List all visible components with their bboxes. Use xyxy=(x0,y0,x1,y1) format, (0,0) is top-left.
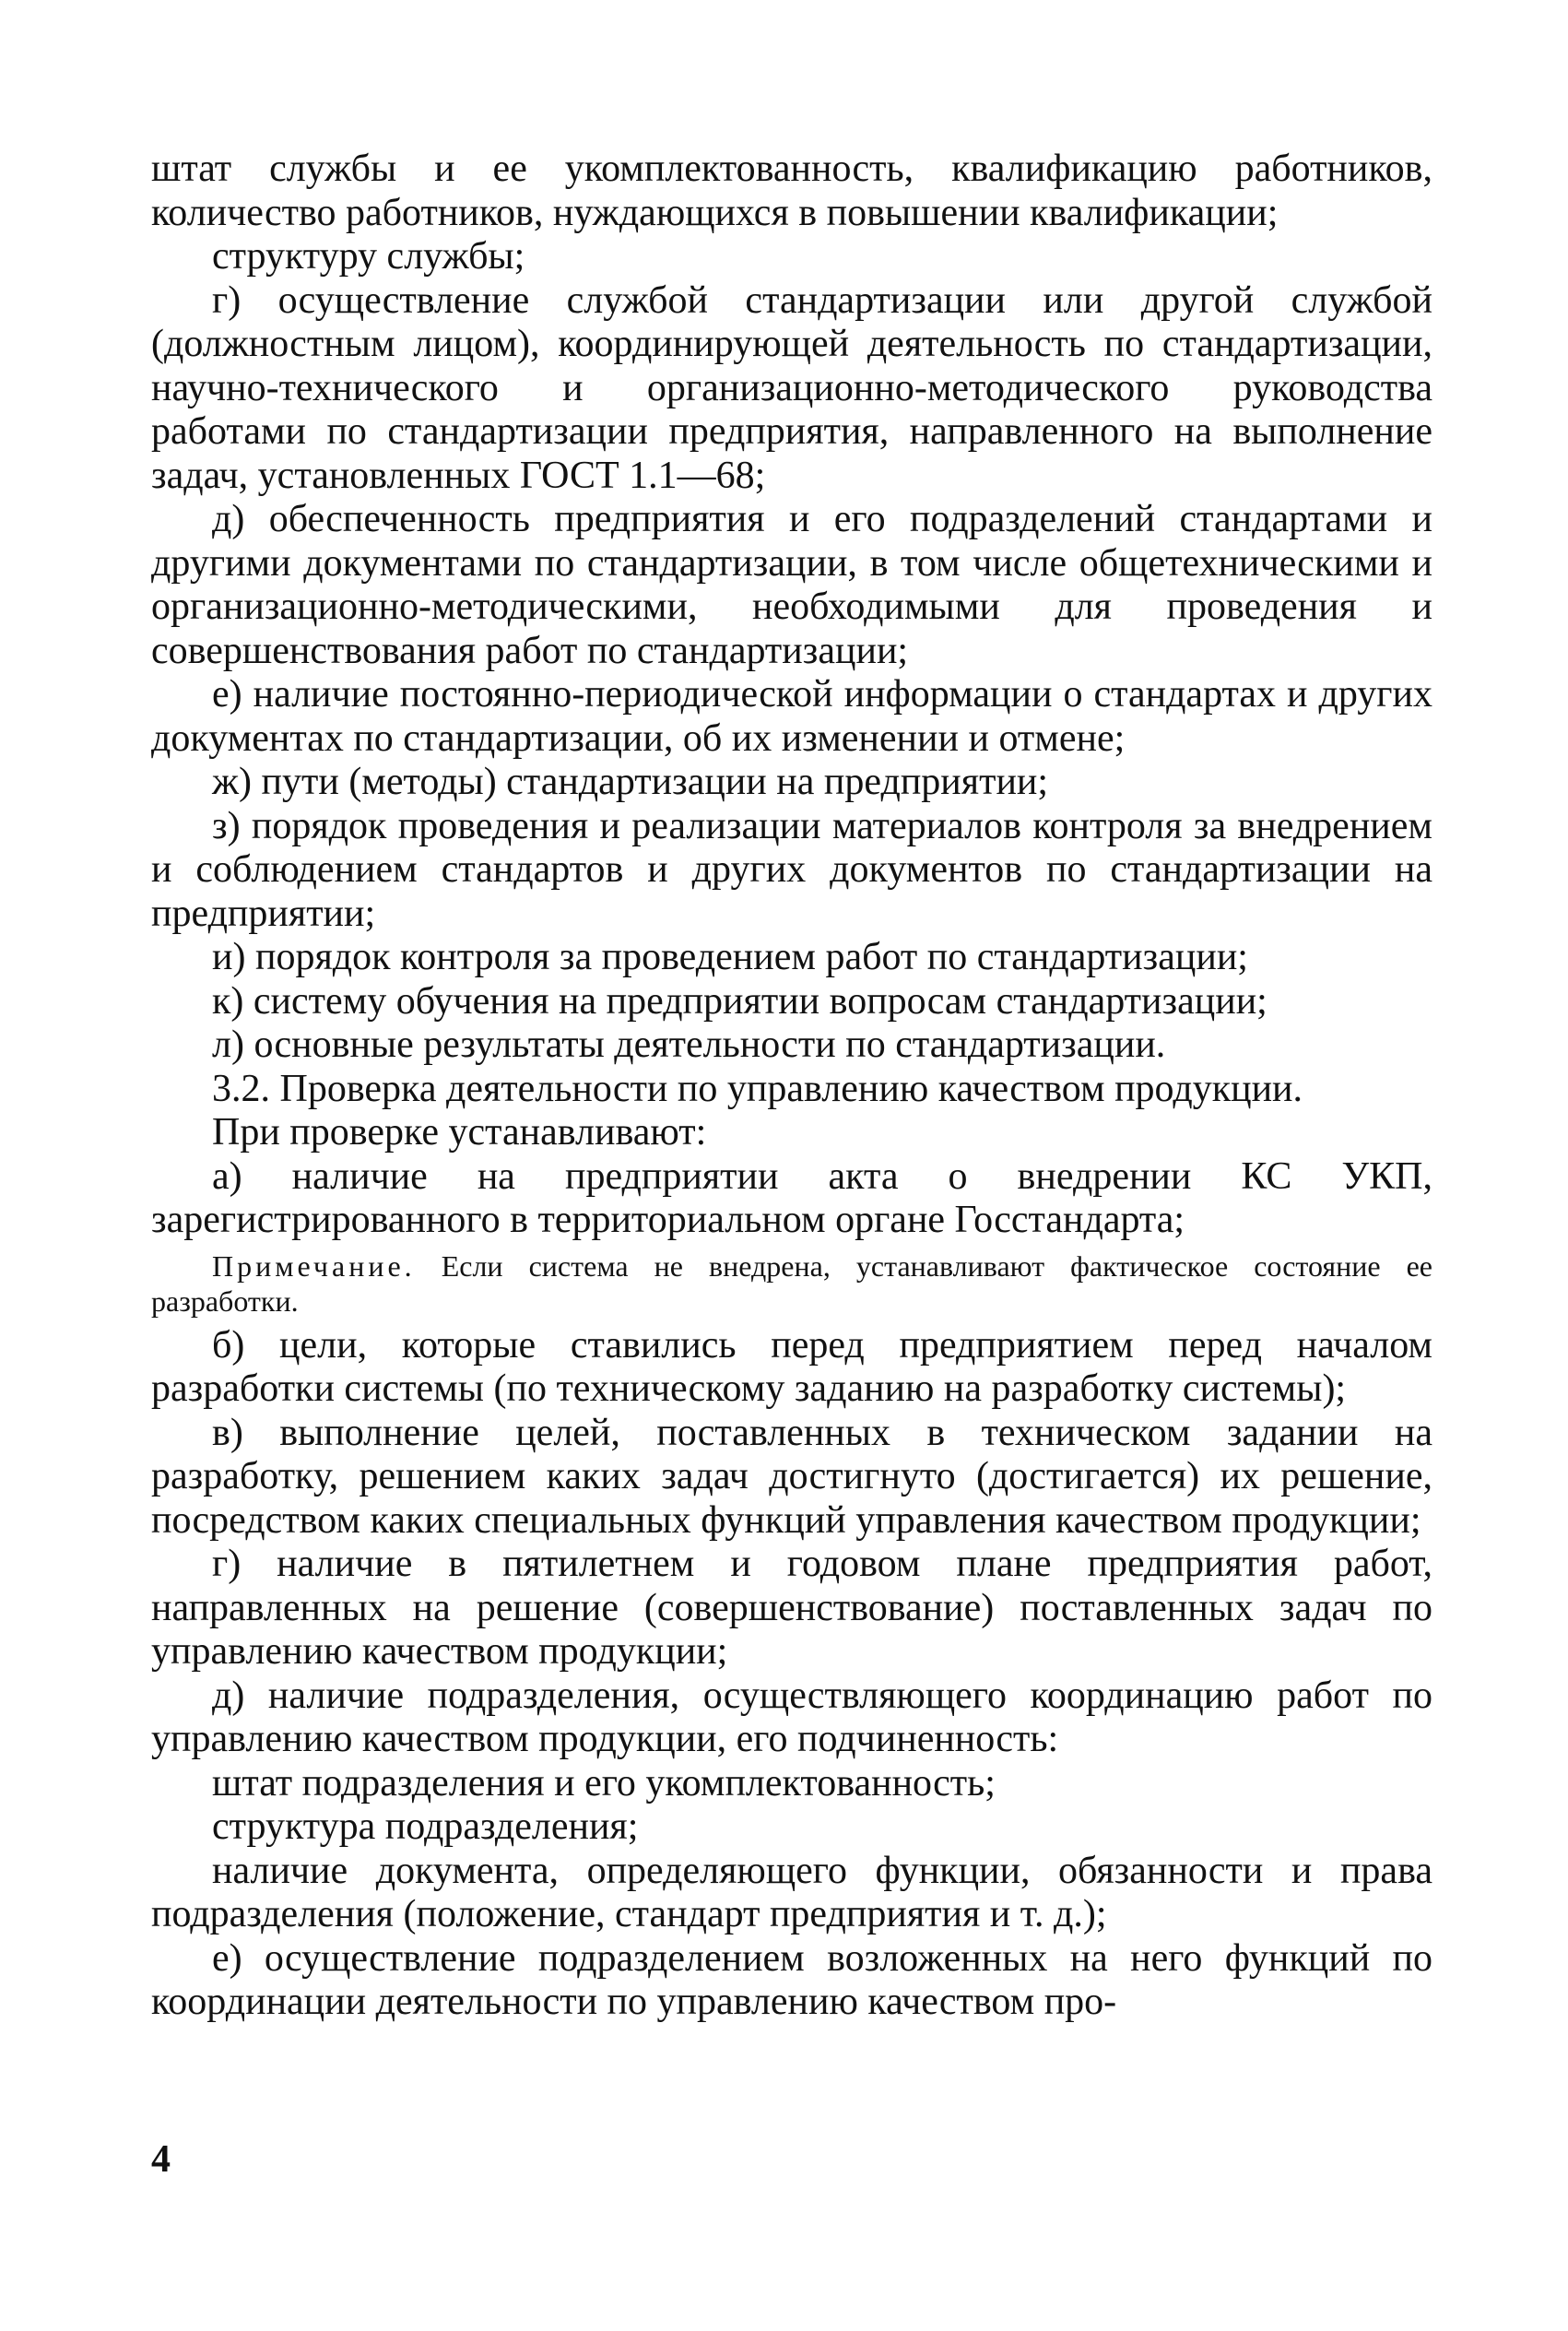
paragraph: з) порядок проведения и реализации материалов контроля за внедрением и соблюдением стандартов и других документов по стандартизации на предприятии; xyxy=(151,804,1432,935)
paragraph: При проверке устанавливают: xyxy=(212,1111,707,1154)
paragraph: к) систему обучения на предприятии вопросам стандартизации; xyxy=(212,979,1267,1023)
paragraph: д) обеспеченность предприятия и его подразделений стандартами и другими документами по стандартизации, в том числе общетехническими и организационно-методическими, необходимыми для проведения и совершенствования работ по стандартизации; xyxy=(151,498,1432,672)
paragraph: структуру службы; xyxy=(212,235,525,278)
paragraph: структура подразделения; xyxy=(212,1805,639,1848)
note-label: Примечание. xyxy=(212,1248,416,1283)
page-number: 4 xyxy=(151,2138,171,2181)
note xyxy=(151,1248,1432,1319)
paragraph: г) осуществление службой стандартизации или другой службой (должностным лицом), координирующей деятельность по стандартизации, научно-технического и организационно-методического руководства работами по стандартизации предприятия, направленного на выполнение задач, установленных ГОСТ 1.1—68; xyxy=(151,278,1432,497)
paragraph: штат службы и ее укомплектованность, квалификацию работников, количество работников, нуждающихся в повышении квалификации; xyxy=(151,148,1432,234)
paragraph: е) осуществление подразделением возложенных на него функций по координации деятельности по управлению качеством про- xyxy=(151,1936,1432,2023)
note-text: Если система не внедрена, устанавливают фактическое состояние ее разработки. xyxy=(151,1248,1432,1318)
paragraph: д) наличие подразделения, осуществляющего координацию работ по управлению качеством продукции, его подчиненность: xyxy=(151,1674,1432,1760)
paragraph: е) наличие постоянно-периодической информации о стандартах и других документах по стандартизации, об их изменении и отмене; xyxy=(151,673,1432,760)
paragraph: г) наличие в пятилетнем и годовом плане предприятия работ, направленных на решение (совершенствование) поставленных задач по управлению качеством продукции; xyxy=(151,1543,1432,1673)
paragraph: штат подразделения и его укомплектованность; xyxy=(212,1761,996,1804)
paragraph: л) основные результаты деятельности по стандартизации. xyxy=(212,1024,1166,1066)
paragraph: наличие документа, определяющего функции, обязанности и права подразделения (положение, стандарт предприятия и т. д.); xyxy=(151,1849,1432,1935)
paragraph: в) выполнение целей, поставленных в техническом задании на разработку, решением каких задач достигнуто (достигается) их решение, посредством каких специальных функций управления качеством продукции; xyxy=(151,1411,1432,1542)
page-text xyxy=(151,148,1432,2025)
paragraph: и) порядок контроля за проведением работ по стандартизации; xyxy=(212,936,1248,978)
paragraph: б) цели, которые ставились перед предприятием перед началом разработки системы (по техническому заданию на разработку системы); xyxy=(151,1323,1432,1410)
section-heading-3-2: 3.2. Проверка деятельности по управлению качеством продукции. xyxy=(212,1067,1303,1110)
paragraph: а) наличие на предприятии акта о внедрении КС УКП, зарегистрированного в территориальном органе Госстандарта; xyxy=(151,1154,1432,1241)
paragraph: ж) пути (методы) стандартизации на предприятии; xyxy=(212,761,1049,803)
